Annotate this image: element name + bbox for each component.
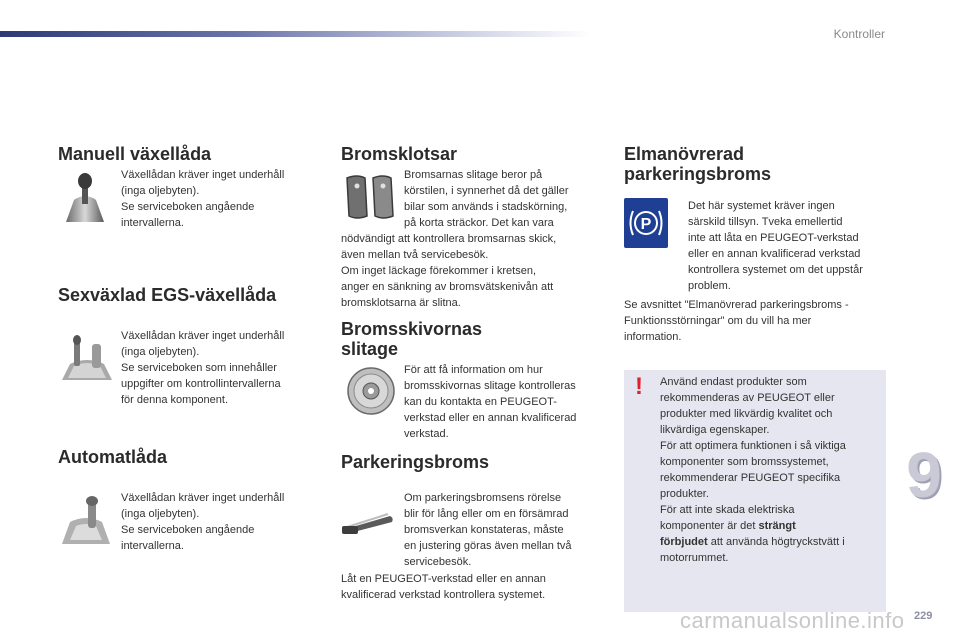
egs-gearbox-text: Växellådan kräver inget underhåll (inga oljebyten). Se serviceboken som innehåller uppgifter om kontrollintervallerna för denna komponent.	[121, 330, 285, 406]
gear-lever-icon	[62, 172, 108, 224]
brake-pads-icon	[343, 172, 397, 222]
electric-parking-brake-title: Elmanövrerad parkeringsbroms	[624, 144, 772, 184]
warning-icon: !	[635, 373, 643, 400]
brake-disc-icon	[346, 366, 396, 416]
electric-parking-brake-icon	[624, 198, 668, 248]
header-bar	[0, 31, 590, 37]
section-title: Kontroller	[833, 27, 885, 41]
parking-brake-title: Parkeringsbroms	[341, 452, 490, 472]
electric-parking-brake-text: Det här systemet kräver ingen särskild tillsyn. Tveka emellertid inte att låta en PEUGEOT-verkstad eller en annan kvalificerad verkstad kontrollera systemet om det uppstår problem.	[688, 200, 863, 292]
parking-brake-text-short: Om parkeringsbromsens rörelse blir för lång eller om en försämrad bromsverkan konstateras, måste en justering göras även mellan två servicebesök.	[404, 492, 572, 568]
electric-parking-brake-note: Se avsnittet "Elmanövrerad parkeringsbroms - Funktionsstörningar" om du vill ha mer information.	[624, 299, 849, 343]
page-number: 229	[914, 610, 933, 622]
manual-gearbox-text: Växellådan kräver inget underhåll (inga oljebyten). Se serviceboken angående intervallerna.	[121, 169, 285, 229]
svg-text:P: P	[640, 216, 652, 233]
warning-text: Använd endast produkter som rekommenderas av PEUGEOT eller produkter med likvärdig kvalitet och likvärdiga egenskaper. För att optimera funktionen i så viktiga komponenter som bromssystemet, rekommenderar PEUGEOT specifika produkter. För att inte skada elektriska komponenter är det strängt förbjudet att använda högtryckstvätt i motorrummet.	[660, 376, 846, 564]
automatic-lever-icon	[60, 496, 112, 546]
brake-discs-title: Bromsskivornas slitage	[341, 319, 483, 359]
watermark: carmanualsonline.info	[680, 608, 905, 633]
handbrake-icon	[340, 500, 396, 534]
egs-lever-icon	[60, 334, 114, 382]
chapter-number: 9	[906, 439, 942, 511]
automatic-gearbox-text: Växellådan kräver inget underhåll (inga oljebyten). Se serviceboken angående intervallerna.	[121, 492, 285, 552]
manual-gearbox-title: Manuell växellåda	[58, 144, 212, 164]
brake-pads-text-short: Bromsarnas slitage beror på körstilen, i synnerhet då det gäller bilar som används i stadskörning, på korta sträckor. Det kan vara	[404, 169, 569, 229]
automatic-gearbox-title: Automatlåda	[58, 447, 168, 467]
brake-pads-title: Bromsklotsar	[341, 144, 458, 164]
brake-discs-text: För att få information om hur bromsskivornas slitage kontrolleras kan du kontakta en PEUGEOT- verkstad eller en annan kvalificerad verkstad.	[404, 364, 577, 440]
brake-pads-text-full: nödvändigt att kontrollera bromsarnas skick, även mellan två servicebesök. Om inget läckage förekommer i kretsen, anger en sänkning av bromsvätskenivån att bromsklotsarna är slitna.	[341, 233, 557, 309]
egs-gearbox-title: Sexväxlad EGS-växellåda	[58, 285, 277, 305]
parking-brake-text-full: Låt en PEUGEOT-verkstad eller en annan kvalificerad verkstad kontrollera systemet.	[341, 573, 546, 601]
